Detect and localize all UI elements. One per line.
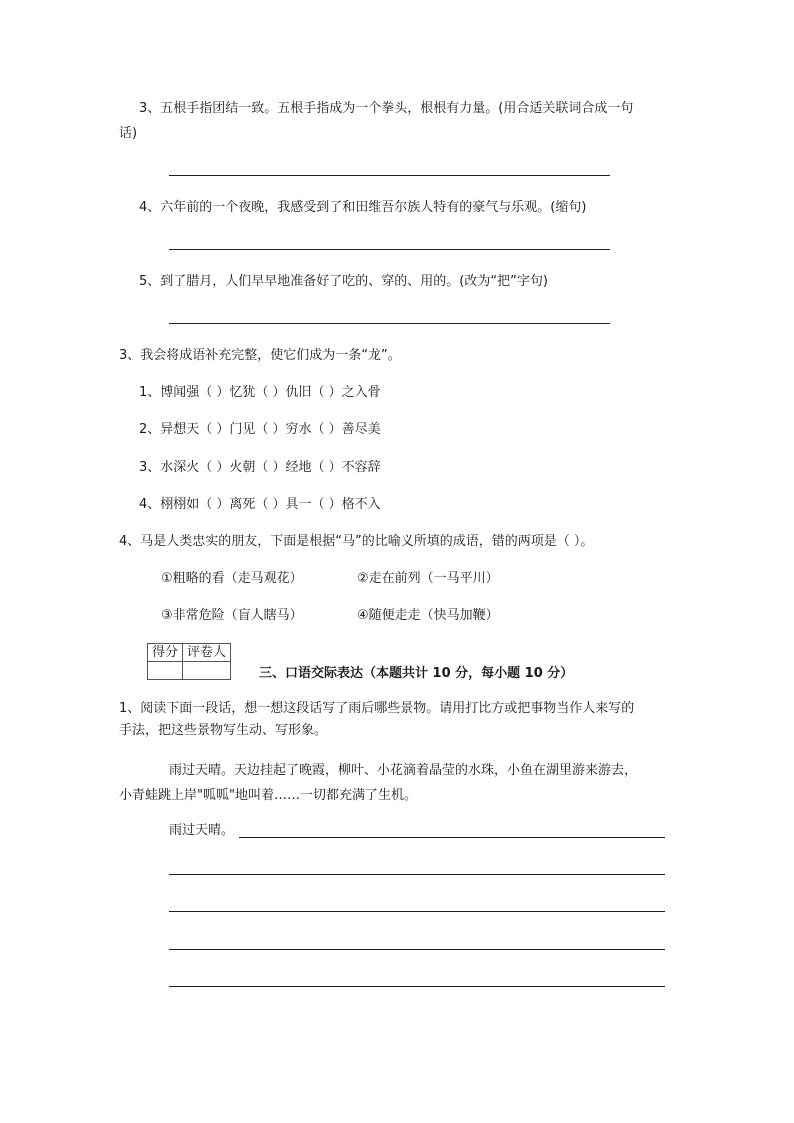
q3-answer-line[interactable] bbox=[169, 175, 610, 176]
answer-line-3[interactable] bbox=[169, 911, 665, 912]
q3-line2: 话) bbox=[119, 126, 138, 141]
passage-line2: 小青蛙跳上岸"呱呱"地叫着……一切都充满了生机。 bbox=[119, 788, 417, 803]
score-label: 得分 bbox=[148, 644, 183, 662]
grader-cell[interactable] bbox=[183, 662, 231, 680]
horse-option-2: ②走在前列（一马平川） bbox=[357, 571, 499, 586]
score-box bbox=[147, 643, 231, 680]
q5-answer-line[interactable] bbox=[169, 323, 610, 324]
grader-label: 评卷人 bbox=[183, 644, 231, 662]
idiom-row-1: 1、博闻强（ ）忆犹（ ）仇旧（ ）之入骨 bbox=[139, 385, 381, 400]
q5-text: 5、到了腊月，人们早早地准备好了吃的、穿的、用的。(改为“把”字句) bbox=[139, 274, 548, 289]
horse-option-1: ①粗略的看（走马观花） bbox=[161, 571, 303, 586]
idiom-row-3: 3、水深火（ ）火朝（ ）经地（ ）不容辞 bbox=[139, 460, 381, 475]
answer-line-1[interactable] bbox=[239, 837, 665, 838]
q4-text: 4、六年前的一个夜晚，我感受到了和田维吾尔族人特有的豪气与乐观。(缩句) bbox=[139, 200, 587, 215]
horse-option-4: ④随便走走（快马加鞭） bbox=[357, 608, 499, 623]
part3-title: 三、口语交际表达（本题共计 10 分，每小题 10 分） bbox=[259, 666, 574, 681]
answer-line-2[interactable] bbox=[169, 874, 665, 875]
q3-line1: 3、五根手指团结一致。五根手指成为一个拳头，根根有力量。(用合适关联词合成一句 bbox=[139, 101, 634, 116]
idiom-heading: 3、我会将成语补充完整，使它们成为一条“龙”。 bbox=[119, 348, 401, 363]
q4-answer-line[interactable] bbox=[169, 249, 610, 250]
idiom-row-4: 4、栩栩如（ ）离死（ ）具一（ ）格不入 bbox=[139, 497, 381, 512]
answer-line-5[interactable] bbox=[169, 986, 665, 987]
answer-prefix: 雨过天晴。 bbox=[169, 823, 235, 838]
score-cell[interactable] bbox=[148, 662, 183, 680]
part3-q1-line1: 1、阅读下面一段话，想一想这段话写了雨后哪些景物。请用打比方或把事物当作人来写的 bbox=[119, 701, 635, 716]
horse-option-3: ③非常危险（盲人瞎马） bbox=[161, 608, 303, 623]
horse-heading: 4、马是人类忠实的朋友，下面是根据“马”的比喻义所填的成语，错的两项是（ ）。 bbox=[119, 534, 594, 549]
idiom-row-2: 2、异想天（ ）门见（ ）穷水（ ）善尽美 bbox=[139, 422, 381, 437]
part3-q1-line2: 手法，把这些景物写生动、写形象。 bbox=[119, 723, 328, 738]
passage-line1: 雨过天晴。天边挂起了晚霞，柳叶、小花滴着晶莹的水珠，小鱼在湖里游来游去， bbox=[169, 763, 638, 778]
answer-line-4[interactable] bbox=[169, 949, 665, 950]
